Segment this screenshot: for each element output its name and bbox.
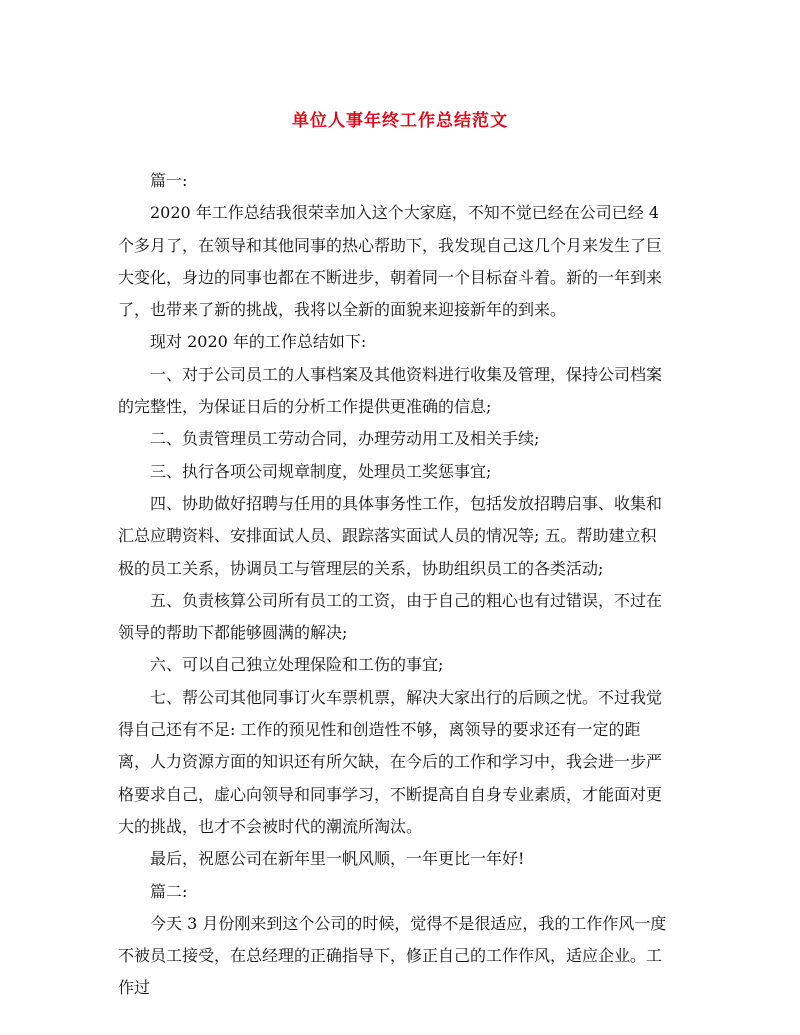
list-item: 五、负责核算公司所有员工的工资，由于自己的粗心也有过错误，不过在领导的帮助下都能够圆满的解决; [118, 590, 663, 643]
list-item: 一、对于公司员工的人事档案及其他资料进行收集及管理，保持公司档案的完整性，为保证日后的分析工作提供更准确的信息; [118, 364, 663, 417]
paragraph: 现对 2020 年的工作总结如下: [150, 332, 367, 352]
list-item: 三、执行各项公司规章制度，处理员工奖惩事宜; [150, 461, 492, 481]
document-body [118, 165, 672, 1005]
paragraph: 最后，祝愿公司在新年里一帆风顺，一年更比一年好! [150, 849, 525, 869]
document-title: 单位人事年终工作总结范文 [292, 111, 508, 131]
list-item: 六、可以自己独立处理保险和工伤的事宜; [150, 655, 444, 675]
paragraph: 今天 3 月份刚来到这个公司的时候，觉得不是很适应，我的工作作风一度不被员工接受，在总经理的正确指导下，修正自己的工作作风，适应企业。工作过 [118, 913, 667, 998]
list-item: 四、协助做好招聘与任用的具体事务性工作，包括发放招聘启事、收集和汇总应聘资料、安排面试人员、跟踪落实面试人员的情况等; 五。帮助建立积极的员工关系，协调员工与管理层的关系，协助组织员工的各类活动; [118, 493, 663, 578]
section-heading-2: 篇二: [150, 881, 188, 901]
list-item: 二、负责管理员工劳动合同，办理劳动用工及相关手续; [150, 429, 540, 449]
paragraph: 2020 年工作总结我很荣幸加入这个大家庭，不知不觉已经在公司已经 4 个多月了，在领导和其他同事的热心帮助下，我发现自己这几个月来发生了巨大变化，身边的同事也都在不断进步，朝着同一个目标奋斗着。新的一年到来了，也带来了新的挑战，我将以全新的面貌来迎接新年的到来。 [118, 203, 663, 320]
section-heading-1: 篇一: [150, 171, 188, 190]
list-item: 七、帮公司其他同事订火车票机票，解决大家出行的后顾之忧。不过我觉得自己还有不足: 工作的预见性和创造性不够，离领导的要求还有一定的距离，人力资源方面的知识还有所欠缺，在今后的工作和学习中，我会进一步严格要求自己，虚心向领导和同事学习，不断提高自自身专业素质，才能面对更大的挑战，也才不会被时代的潮流所淘汰。 [118, 687, 663, 836]
